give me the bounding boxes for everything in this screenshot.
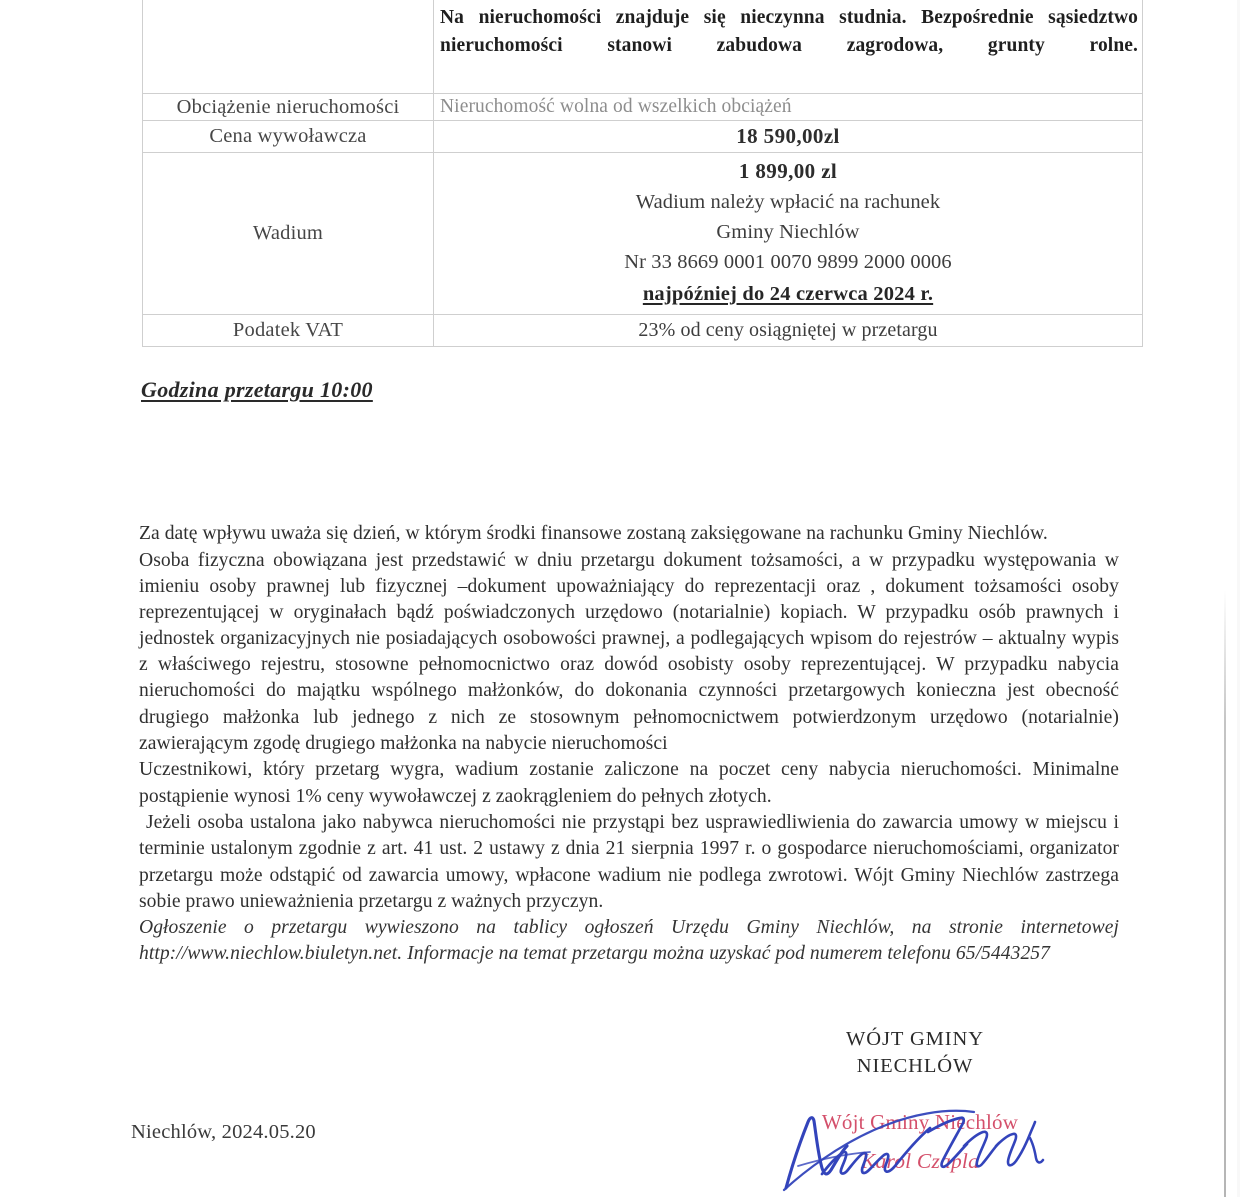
row-value-deposit [434,153,1143,315]
paragraph-publication-notice: Ogłoszenie o przetargu wywieszono na tablicy ogłoszeń Urzędu Gminy Niechlów, na stronie internetowej http://www.niechlow.biuletyn.net. Informacje na temat przetargu można uzyskać pod numerem telefonu 65/5443257 [139,917,1119,965]
description-text: Na nieruchomości znajduje się nieczynna studnia. Bezpośrednie sąsiedztwo nieruchomości stanowi zabudowa zagrodowa, grunty rolne. [440,7,1138,56]
deposit-beneficiary: Gminy Niechlów [716,221,860,244]
row-label-description [143,0,434,94]
deposit-deadline: najpóźniej do 24 czerwca 2024 r. [642,283,934,306]
property-details-table-wrapper [142,0,1143,347]
official-stamp [800,1103,1040,1182]
stamp-name-line: Karol Czapla [860,1148,980,1173]
property-details-table [142,0,1143,347]
signature-title [790,1026,1040,1079]
signature-title-line-2: NIECHLÓW [856,1054,974,1077]
scan-shadow-line [1224,590,1226,1197]
row-label-deposit: Wadium [143,153,434,315]
table-row [143,153,1143,315]
table-row [143,94,1143,121]
row-value-description [434,0,1143,94]
deposit-amount: 1 899,00 zl [738,159,838,184]
deposit-block [434,153,1142,314]
starting-price-amount: 18 590,00zl [736,124,840,149]
paragraph-payment-date: Za datę wpływu uważa się dzień, w którym środki finansowe zostaną zaksięgowane na rachunku Gminy Niechlów. [139,523,1048,544]
encumbrance-text: Nieruchomość wolna od wszelkich obciążeń [440,96,792,118]
stamp-role-line: Wójt Gminy Niechlów [821,1110,1019,1134]
paragraph-deposit-credit: Uczestnikowi, który przetarg wygra, wadium zostanie zaliczone na poczet ceny nabycia nieruchomości. Minimalne postąpienie wynosi 1% ceny wywoławczej z zaokrągleniem do pełnych złotych. [139,759,1119,807]
row-label-starting-price: Cena wywoławcza [143,121,434,153]
table-row [143,315,1143,347]
paragraph-contract-withdrawal: Jeżeli osoba ustalona jako nabywca nieruchomości nie przystąpi bez usprawiedliwienia do zawarcia umowy w miejscu i terminie ustalonym zgodnie z art. 41 ust. 2 ustawy z dnia 21 sierpnia 1997 r. o gospodarce nieruchomościami, organizator przetargu może odstąpić od zawarcia umowy, wpłacone wadium nie podlega zwrotowi. Wójt Gminy Niechlów zastrzega sobie prawo unieważnienia przetargu z ważnych przyczyn. [139,812,1119,912]
signature-title-line-1: WÓJT GMINY [846,1028,984,1050]
deposit-account-number: Nr 33 8669 0001 0070 9899 2000 0006 [624,251,952,274]
row-value-encumbrance [434,94,1143,121]
table-row [143,0,1143,94]
document-body [139,521,1119,968]
deposit-instruction-line-1: Wadium należy wpłacić na rachunek [635,191,941,214]
row-label-vat: Podatek VAT [143,315,434,347]
row-value-starting-price [434,121,1143,153]
table-row [143,121,1143,153]
auction-time-heading: Godzina przetargu 10:00 [141,377,373,402]
vat-text: 23% od ceny osiągniętej w przetargu [638,319,938,342]
paragraph-participant-documents: Osoba fizyczna obowiązana jest przedstawić w dniu przetargu dokument tożsamości, a w przypadku występowania w imieniu osoby prawnej lub fizycznej –dokument upoważniający do reprezentacji oraz , dokument tożsamości osoby reprezentującej w oryginałach bądź poświadczonych urzędowo (notarialnie) kopiach. W przypadku osób prawnych i jednostek organizacyjnych nie posiadających osobowości prawnej, a podlegających wpisom do rejestrów – aktualny wypis z właściwego rejestru, stosowne pełnomocnictwo oraz dowód osobisty osoby reprezentującej. W przypadku nabycia nieruchomości do majątku wspólnego małżonków, do dokonania czynności przetargowych konieczna jest obecność drugiego małżonka lub jednego z nich ze stosownym pełnomocnictwem potwierdzonym urzędowo (notarialnie) zawierającym zgodę drugiego małżonka na nabycie nieruchomości [139,549,1119,754]
place-and-date: Niechlów, 2024.05.20 [131,1121,316,1143]
row-label-encumbrance: Obciążenie nieruchomości [143,94,434,121]
row-value-vat [434,315,1143,347]
